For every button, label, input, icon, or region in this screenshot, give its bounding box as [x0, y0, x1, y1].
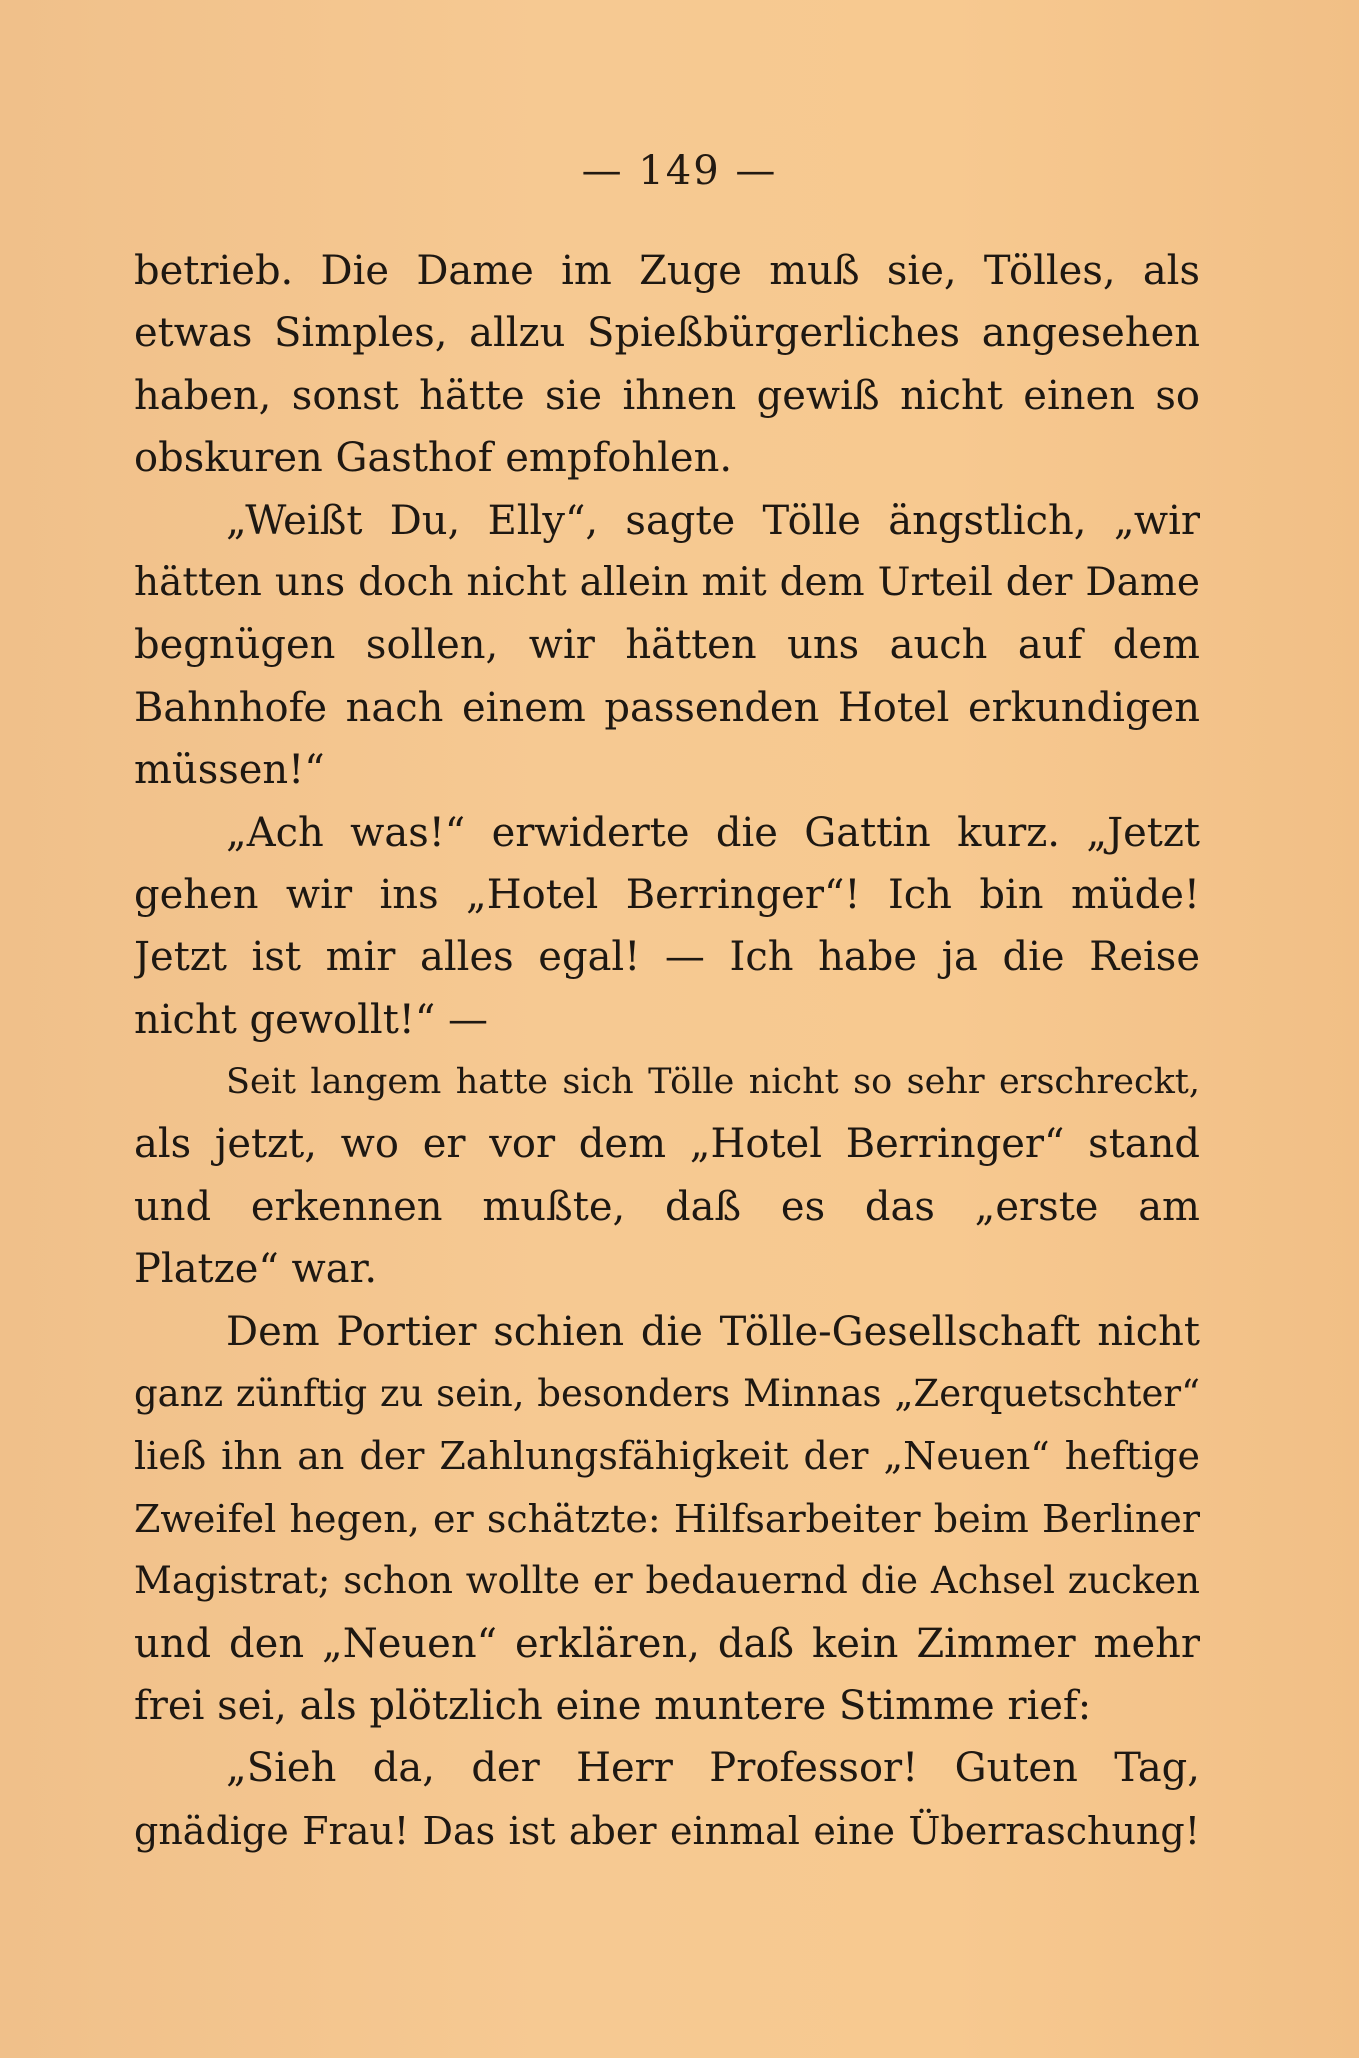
text-line: Magistrat; schon wollte er bedauernd die Achsel zucken [134, 1559, 1200, 1603]
text-line: gehen wir ins „Hotel Berringer“! Ich bin müde! [134, 871, 1200, 918]
text-line: „Weißt Du, Elly“, sagte Tölle ängstlich, „wir [226, 497, 1200, 544]
text-line: Platze“ war. [134, 1246, 378, 1293]
text-line: gnädige Frau! Das ist aber einmal eine Überraschung! [134, 1808, 1200, 1853]
text-line: begnügen sollen, wir hätten uns auch auf dem [134, 622, 1200, 669]
text-line: Zweifel hegen, er schätzte: Hilfsarbeiter beim Berliner [134, 1496, 1200, 1541]
text-line: als jetzt, wo er vor dem „Hotel Berringer“ stand [134, 1121, 1200, 1168]
text-line: Dem Portier schien die Tölle-Gesellschaft nicht [226, 1308, 1200, 1355]
text-line: Jetzt ist mir alles egal! — Ich habe ja die Reise [134, 934, 1200, 981]
text-line: frei sei, als plötzlich eine muntere Stimme rief: [134, 1682, 1092, 1729]
text-line: betrieb. Die Dame im Zuge muß sie, Tölles, als [134, 248, 1200, 294]
text-line: und erkennen mußte, daß es das „erste am [134, 1183, 1200, 1230]
text-line: obskuren Gasthof empfohlen. [134, 435, 733, 482]
text-line: ganz zünftig zu sein, besonders Minnas „Zerquetschter“ [134, 1372, 1200, 1416]
text-line: „Sieh da, der Herr Professor! Guten Tag, [226, 1745, 1200, 1792]
text-line: müssen!“ [134, 747, 325, 794]
text-line: hätten uns doch nicht allein mit dem Urteil der Dame [134, 559, 1200, 605]
text-line: „Ach was!“ erwiderte die Gattin kurz. „Jetzt [226, 809, 1200, 856]
text-line: ließ ihn an der Zahlungsfähigkeit der „Neuen“ heftige [134, 1434, 1200, 1479]
text-line: nicht gewollt!“ — [134, 996, 489, 1043]
text-line: Bahnhofe nach einem passenden Hotel erkundigen [134, 684, 1200, 731]
text-line: haben, sonst hätte sie ihnen gewiß nicht einen so [134, 372, 1200, 419]
text-line: Seit langem hatte sich Tölle nicht so sehr erschreckt, [226, 1062, 1200, 1103]
text-line: etwas Simples, allzu Spießbürgerliches angesehen [134, 310, 1200, 357]
body-text [134, 240, 1200, 1862]
text-line: und den „Neuen“ erklären, daß kein Zimmer mehr [134, 1620, 1200, 1667]
page-number: — 149 — [581, 148, 778, 194]
